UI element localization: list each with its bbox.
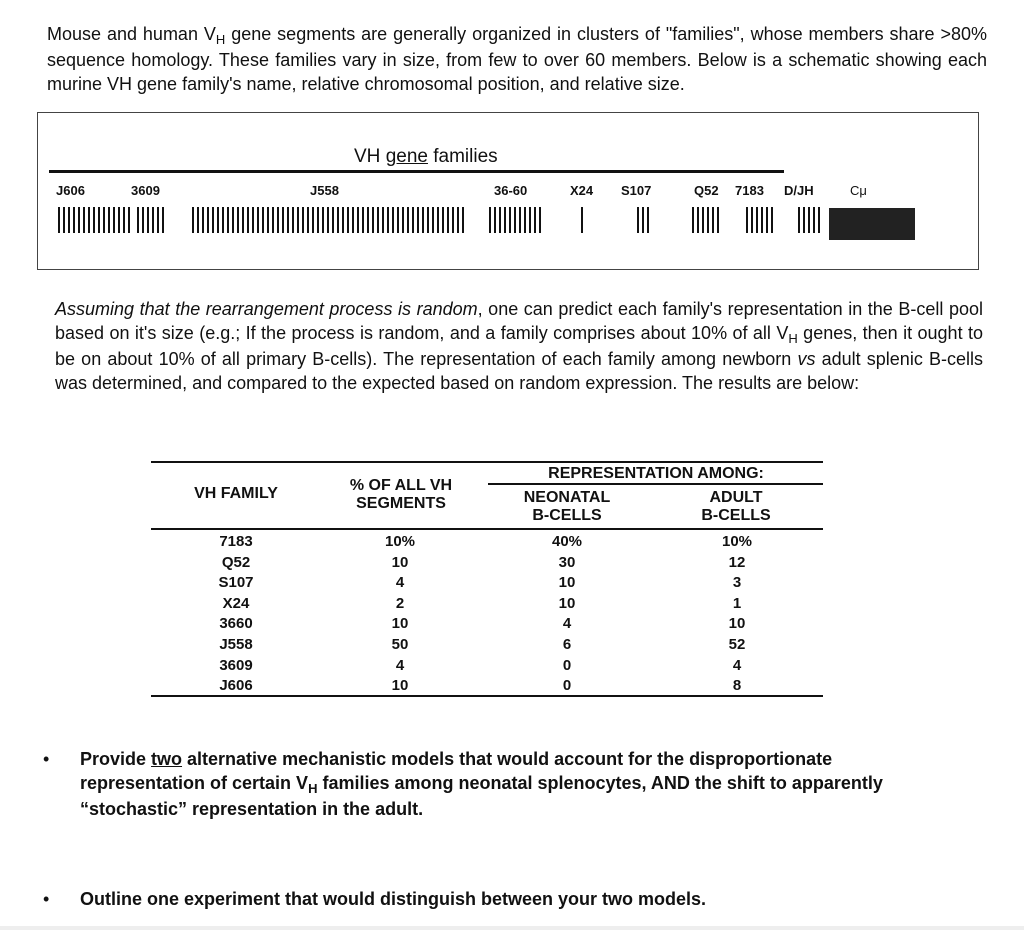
schematic-title-suffix: families bbox=[427, 146, 498, 167]
table-cell: 10 bbox=[558, 594, 576, 612]
assumption-text-1: , one can predict each family's representation in the B-cell pool based on it's size (e.g.; If the process is random, and a family comprises about 10% of all V bbox=[55, 299, 983, 343]
cmu-constant-region bbox=[829, 208, 915, 240]
table-cell: 10 bbox=[391, 553, 409, 571]
header-vh-family: VH FAMILY bbox=[194, 485, 278, 502]
header-neonatal-line2: B-CELLS bbox=[532, 507, 602, 524]
column-adult bbox=[707, 532, 767, 697]
gene-group-36-60 bbox=[489, 207, 541, 233]
gene-group-djh bbox=[798, 207, 820, 233]
table-cell: 40% bbox=[551, 533, 583, 550]
table-cell: J606 bbox=[219, 677, 253, 695]
gene-group-x24 bbox=[581, 207, 583, 233]
question-1-subscript: H bbox=[308, 781, 318, 796]
gene-group-s107 bbox=[637, 207, 649, 233]
gene-group-j558 bbox=[192, 207, 464, 233]
question-1-part2: alternative mechanistic models that would account for the disproportionate representation of certain V bbox=[80, 749, 833, 793]
bullet-icon: • bbox=[43, 749, 50, 769]
table-cell: 4 bbox=[732, 656, 742, 674]
header-neonatal bbox=[507, 489, 627, 525]
table-cell: 4 bbox=[395, 574, 405, 592]
intro-paragraph bbox=[47, 22, 987, 96]
bullet-icon: • bbox=[43, 889, 50, 909]
table-cell: 1 bbox=[732, 594, 742, 612]
column-vh-family bbox=[206, 532, 266, 697]
table-cell: 8 bbox=[732, 677, 742, 695]
question-1-underlined: two bbox=[151, 749, 183, 769]
assumption-text-2: genes, then it ought to be on about 10% of all primary B-cells). The representation of each family among newborn bbox=[55, 323, 984, 369]
family-label-djh: D/JH bbox=[784, 183, 814, 198]
table-cell: 7183 bbox=[219, 533, 253, 550]
assumption-vs: vs bbox=[797, 349, 816, 369]
table-cell: 12 bbox=[728, 553, 746, 571]
table-cell: J558 bbox=[219, 635, 253, 653]
table-cell: Q52 bbox=[221, 553, 251, 571]
intro-text-2: gene segments are generally organized in clusters of "families", whose members share >80% sequence homology. These families vary in size, from few to over 60 members. Below is a schematic showing each murine VH gene family's name, relative chromosomal position, and relative size. bbox=[47, 24, 987, 94]
gene-group-7183 bbox=[746, 207, 773, 233]
table-cell: 10% bbox=[721, 533, 753, 550]
table-cell: 10 bbox=[391, 677, 409, 695]
schematic-title bbox=[354, 146, 498, 168]
header-adult bbox=[681, 489, 791, 525]
table-cell: 30 bbox=[558, 553, 576, 571]
table-cell: 0 bbox=[562, 677, 572, 695]
header-percent-all-line1: % OF ALL VH bbox=[349, 477, 453, 494]
page-bottom-edge bbox=[0, 926, 1024, 930]
table-cell: 10% bbox=[384, 533, 416, 550]
table-cell: 52 bbox=[728, 635, 746, 653]
assumption-text-3: adult splenic B-cells was determined, and compared to the expected based on random expression. The results are below: bbox=[55, 349, 983, 393]
schematic-title-prefix: VH bbox=[354, 146, 386, 167]
family-label-7183: 7183 bbox=[735, 183, 764, 198]
assumption-italic: Assuming that the rearrangement process is random bbox=[55, 299, 478, 319]
header-percent-all bbox=[331, 477, 471, 513]
table-cell: 3 bbox=[732, 574, 742, 592]
intro-subscript: H bbox=[215, 32, 226, 47]
family-label-cmu: Cμ bbox=[850, 183, 867, 198]
table-cell: 3609 bbox=[219, 656, 253, 674]
table-cell: 10 bbox=[391, 615, 409, 633]
table-cell: 4 bbox=[562, 615, 572, 633]
question-1-part3: families among neonatal splenocytes, AND the shift to apparently “stochastic” representation in the adult. bbox=[80, 773, 883, 819]
table-cell: 6 bbox=[562, 635, 572, 653]
family-label-j558: J558 bbox=[310, 183, 339, 198]
table-top-rule bbox=[151, 461, 823, 463]
family-label-q52: Q52 bbox=[694, 183, 719, 198]
header-neonatal-line1: NEONATAL bbox=[523, 489, 611, 506]
header-adult-line1: ADULT bbox=[709, 489, 763, 506]
assumption-paragraph bbox=[55, 297, 983, 395]
chromosome-line bbox=[49, 170, 784, 173]
assumption-subscript: H bbox=[788, 331, 798, 346]
table-representation-rule bbox=[488, 483, 823, 485]
table-cell: 50 bbox=[391, 635, 409, 653]
schematic-title-underlined: gene bbox=[385, 146, 428, 167]
table-cell: 10 bbox=[728, 615, 746, 633]
family-label-36-60: 36-60 bbox=[494, 183, 528, 198]
question-1-text bbox=[80, 747, 960, 821]
family-label-3609: 3609 bbox=[131, 183, 160, 198]
question-1-part1: Provide bbox=[80, 749, 152, 769]
gene-group-j606 bbox=[58, 207, 130, 233]
header-adult-line2: B-CELLS bbox=[701, 507, 771, 524]
table-cell: S107 bbox=[218, 574, 254, 592]
table-cell: 4 bbox=[395, 656, 405, 674]
header-percent-all-line2: SEGMENTS bbox=[356, 495, 446, 512]
table-cell: 2 bbox=[395, 594, 405, 612]
column-neonatal bbox=[537, 532, 597, 697]
vh-gene-schematic bbox=[37, 112, 979, 270]
table-cell: 10 bbox=[558, 574, 576, 592]
column-percent-all bbox=[370, 532, 430, 697]
family-label-j606: J606 bbox=[56, 183, 85, 198]
table-cell: X24 bbox=[222, 594, 250, 612]
table-header-rule bbox=[151, 528, 823, 530]
question-2-text: Outline one experiment that would distinguish between your two models. bbox=[80, 889, 707, 909]
gene-group-3609 bbox=[137, 207, 164, 233]
table-cell: 3660 bbox=[219, 615, 253, 633]
results-table bbox=[151, 458, 823, 698]
family-label-x24: X24 bbox=[570, 183, 594, 198]
intro-text-1: Mouse and human V bbox=[47, 24, 216, 44]
header-representation: REPRESENTATION AMONG: bbox=[548, 465, 764, 482]
family-label-s107: S107 bbox=[621, 183, 652, 198]
gene-group-q52 bbox=[692, 207, 719, 233]
table-cell: 0 bbox=[562, 656, 572, 674]
